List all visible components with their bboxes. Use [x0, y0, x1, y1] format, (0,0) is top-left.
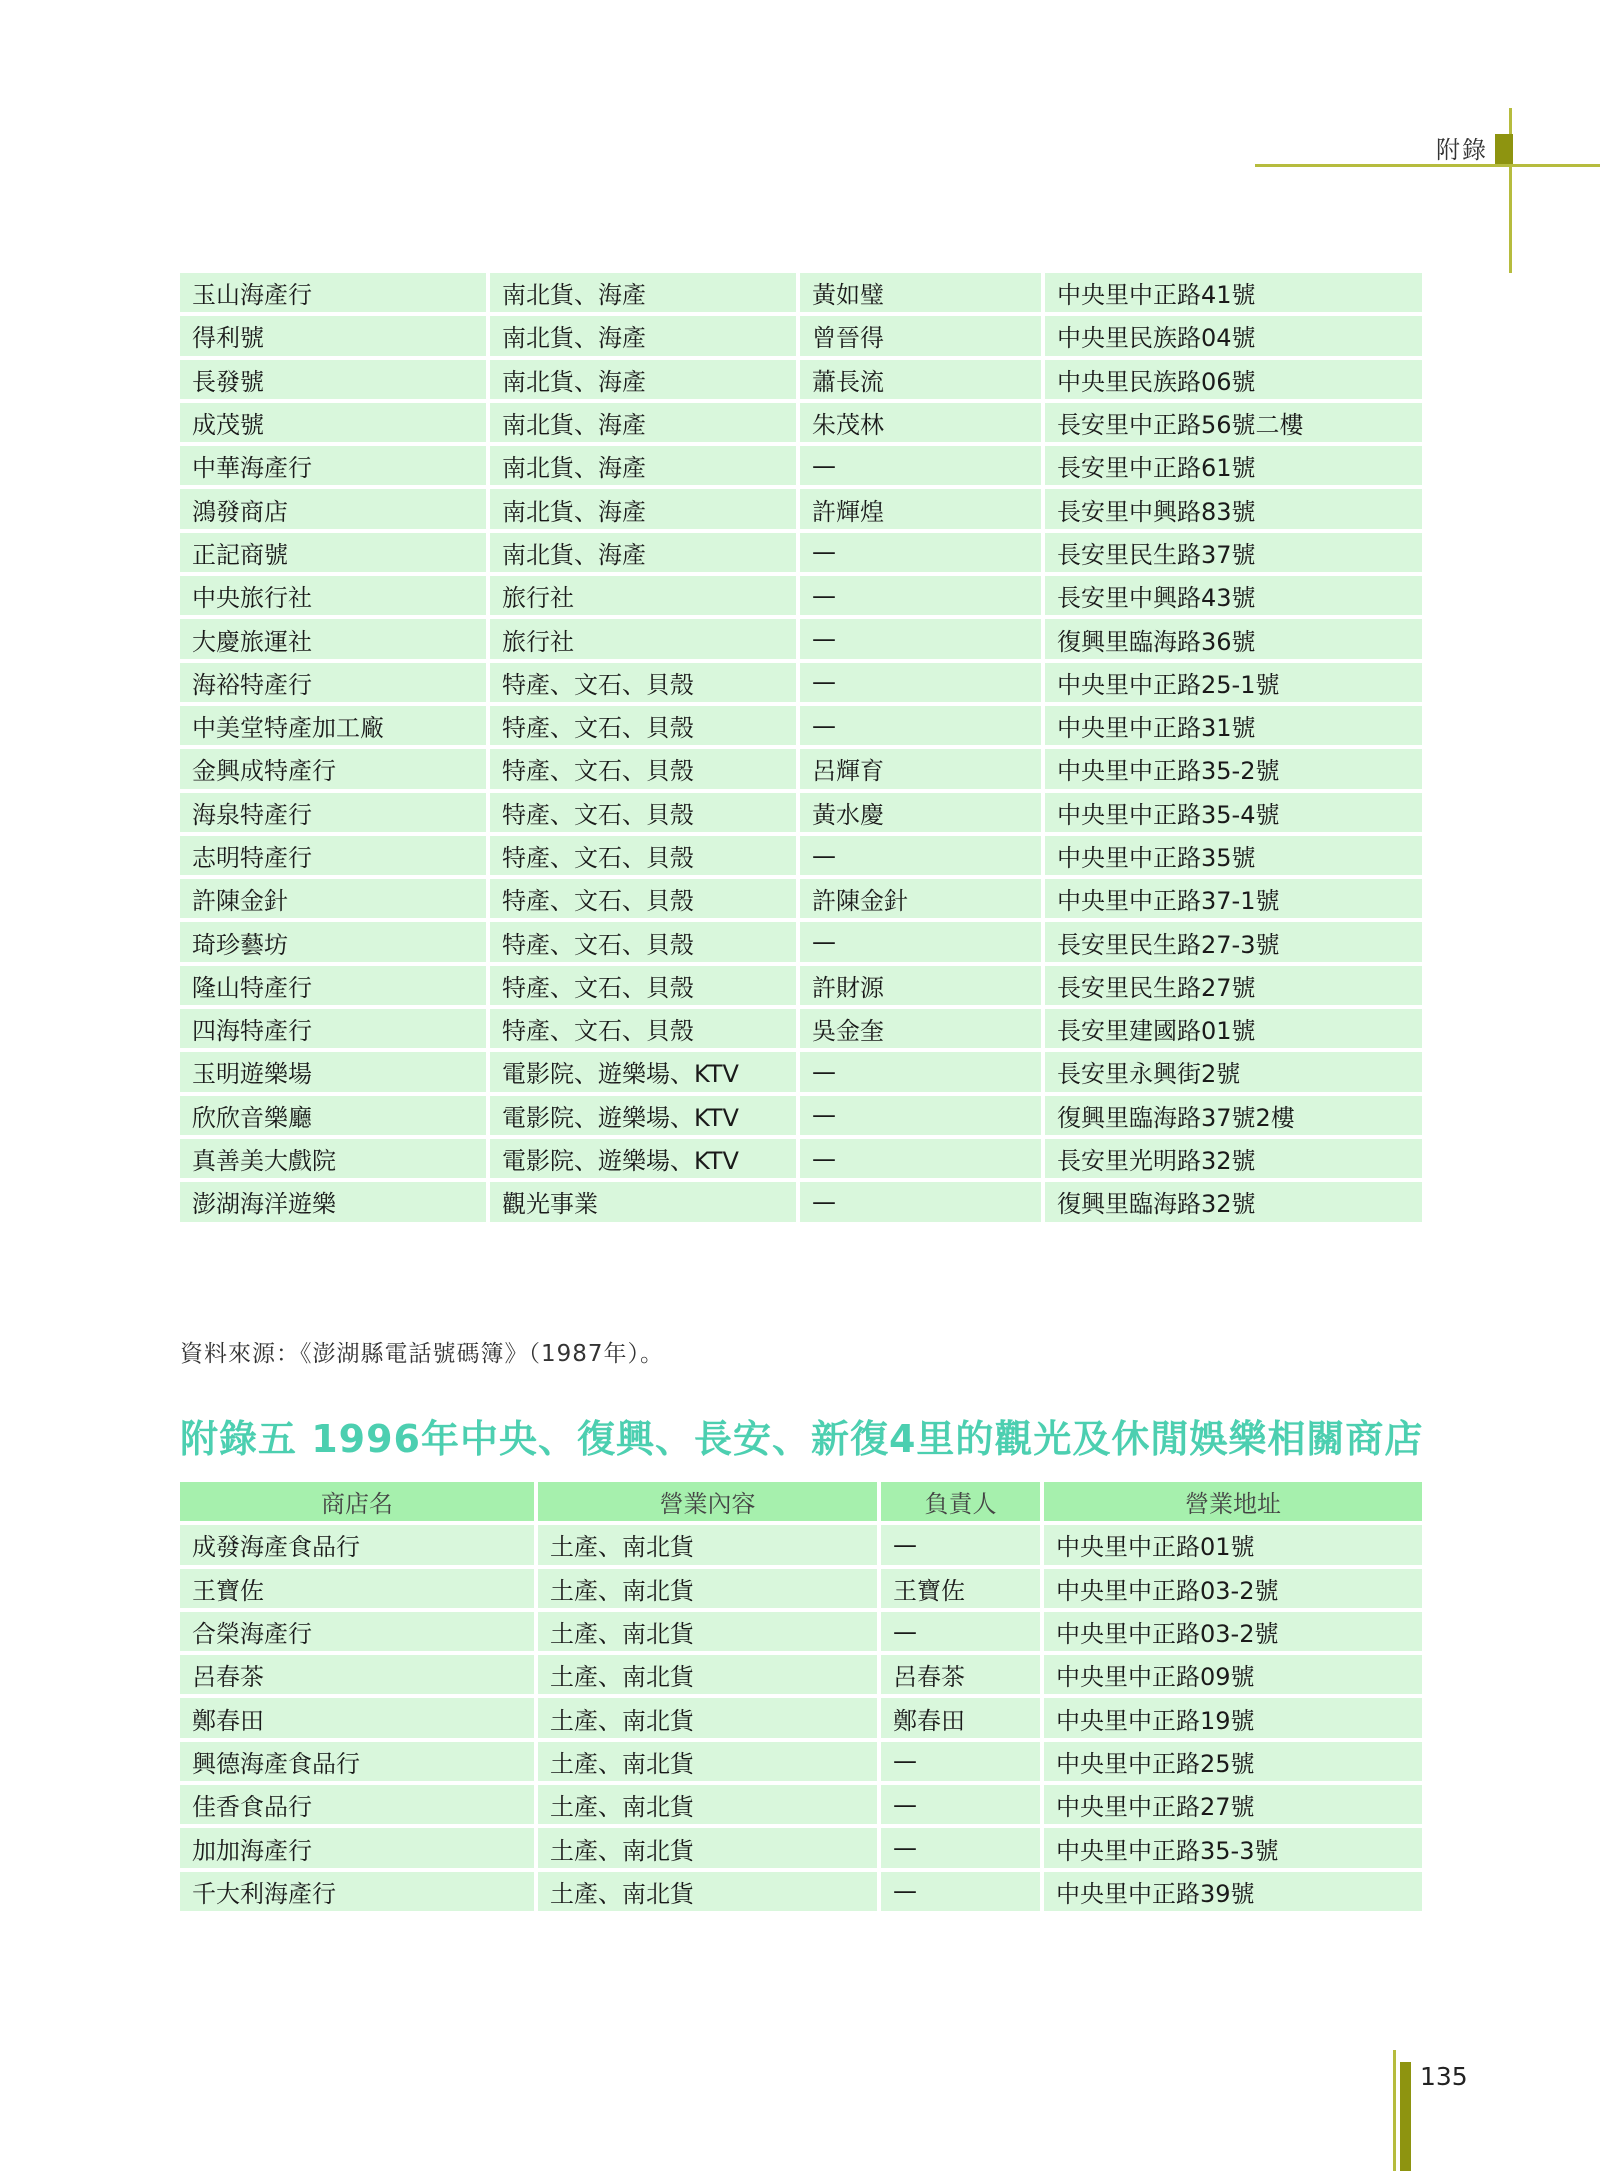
owner-cell: —	[881, 1742, 1044, 1785]
shop-name-cell: 佳香食品行	[180, 1785, 538, 1828]
owner-cell: 黃如璧	[800, 273, 1045, 316]
owner-cell: —	[800, 663, 1045, 706]
owner-cell: —	[800, 533, 1045, 576]
address-cell: 復興里臨海路37號2樓	[1045, 1096, 1422, 1139]
business-cell: 電影院、遊樂場、KTV	[490, 1096, 800, 1139]
owner-cell: —	[800, 706, 1045, 749]
business-cell: 南北貨、海產	[490, 360, 800, 403]
owner-cell: 鄭春田	[881, 1698, 1044, 1741]
business-cell: 旅行社	[490, 619, 800, 662]
header-marker	[1495, 134, 1513, 164]
address-cell: 中央里中正路03-2號	[1044, 1569, 1422, 1612]
owner-cell: —	[800, 1052, 1045, 1095]
owner-cell: —	[881, 1872, 1044, 1915]
table-row	[180, 966, 1422, 1009]
address-cell: 中央里中正路03-2號	[1044, 1612, 1422, 1655]
header-rule-vertical	[1509, 108, 1512, 273]
running-header: 附錄	[1436, 136, 1488, 164]
owner-cell: —	[800, 1182, 1045, 1225]
owner-cell: 呂春茶	[881, 1655, 1044, 1698]
business-cell: 南北貨、海產	[490, 273, 800, 316]
shop-name-cell: 正記商號	[180, 533, 490, 576]
business-cell: 觀光事業	[490, 1182, 800, 1225]
address-cell: 中央里中正路41號	[1045, 273, 1422, 316]
owner-cell: 王寶佐	[881, 1569, 1044, 1612]
business-cell: 土產、南北貨	[538, 1612, 881, 1655]
page-number: 135	[1420, 2062, 1468, 2091]
table-row	[180, 446, 1422, 489]
shop-name-cell: 中美堂特產加工廠	[180, 706, 490, 749]
address-cell: 中央里中正路37-1號	[1045, 879, 1422, 922]
table-row	[180, 836, 1422, 879]
shop-name-cell: 真善美大戲院	[180, 1139, 490, 1182]
table-row	[180, 1182, 1422, 1225]
business-cell: 特產、文石、貝殼	[490, 663, 800, 706]
footer-marker	[1400, 2062, 1411, 2171]
header-owner: 負責人	[881, 1482, 1044, 1525]
table-row	[180, 1655, 1422, 1698]
table-row	[180, 360, 1422, 403]
table-row	[180, 749, 1422, 792]
address-cell: 中央里中正路25-1號	[1045, 663, 1422, 706]
table-row	[180, 879, 1422, 922]
address-cell: 長安里建國路01號	[1045, 1009, 1422, 1052]
address-cell: 長安里民生路27號	[1045, 966, 1422, 1009]
business-cell: 特產、文石、貝殼	[490, 922, 800, 965]
business-cell: 特產、文石、貝殼	[490, 879, 800, 922]
address-cell: 長安里民生路37號	[1045, 533, 1422, 576]
business-cell: 特產、文石、貝殼	[490, 836, 800, 879]
table-row	[180, 576, 1422, 619]
shop-name-cell: 四海特產行	[180, 1009, 490, 1052]
business-cell: 南北貨、海產	[490, 446, 800, 489]
table-row	[180, 1742, 1422, 1785]
owner-cell: —	[800, 1139, 1045, 1182]
owner-cell: 黃水慶	[800, 793, 1045, 836]
owner-cell: —	[881, 1785, 1044, 1828]
shop-name-cell: 加加海產行	[180, 1828, 538, 1871]
shop-table-1996	[180, 1482, 1422, 1915]
owner-cell: 許輝煌	[800, 489, 1045, 532]
business-cell: 電影院、遊樂場、KTV	[490, 1139, 800, 1182]
owner-cell: —	[800, 576, 1045, 619]
business-cell: 土產、南北貨	[538, 1655, 881, 1698]
business-cell: 土產、南北貨	[538, 1742, 881, 1785]
header-address: 營業地址	[1044, 1482, 1422, 1525]
table-row	[180, 793, 1422, 836]
shop-name-cell: 玉明遊樂場	[180, 1052, 490, 1095]
table-row	[180, 922, 1422, 965]
shop-name-cell: 琦珍藝坊	[180, 922, 490, 965]
business-cell: 土產、南北貨	[538, 1828, 881, 1871]
shop-name-cell: 中華海產行	[180, 446, 490, 489]
table-row	[180, 619, 1422, 662]
address-cell: 中央里民族路06號	[1045, 360, 1422, 403]
shop-name-cell: 成發海產食品行	[180, 1525, 538, 1568]
address-cell: 中央里中正路35-4號	[1045, 793, 1422, 836]
owner-cell: —	[800, 922, 1045, 965]
address-cell: 中央里中正路27號	[1044, 1785, 1422, 1828]
business-cell: 南北貨、海產	[490, 533, 800, 576]
table-row	[180, 1785, 1422, 1828]
shop-name-cell: 中央旅行社	[180, 576, 490, 619]
table-row	[180, 1698, 1422, 1741]
shop-name-cell: 鴻發商店	[180, 489, 490, 532]
shop-name-cell: 玉山海產行	[180, 273, 490, 316]
footer-rule	[1393, 2050, 1396, 2171]
shop-name-cell: 鄭春田	[180, 1698, 538, 1741]
table-header-row	[180, 1482, 1422, 1525]
table-row	[180, 1872, 1422, 1915]
owner-cell: —	[800, 446, 1045, 489]
address-cell: 中央里中正路35號	[1045, 836, 1422, 879]
owner-cell: 許陳金針	[800, 879, 1045, 922]
address-cell: 長安里永興街2號	[1045, 1052, 1422, 1095]
address-cell: 中央里中正路09號	[1044, 1655, 1422, 1698]
shop-name-cell: 欣欣音樂廳	[180, 1096, 490, 1139]
address-cell: 復興里臨海路32號	[1045, 1182, 1422, 1225]
shop-name-cell: 海裕特產行	[180, 663, 490, 706]
table-row	[180, 663, 1422, 706]
address-cell: 長安里民生路27-3號	[1045, 922, 1422, 965]
header-rule-horizontal	[1255, 164, 1600, 167]
table-row	[180, 1525, 1422, 1568]
shop-name-cell: 長發號	[180, 360, 490, 403]
shop-name-cell: 得利號	[180, 316, 490, 359]
address-cell: 中央里中正路35-3號	[1044, 1828, 1422, 1871]
address-cell: 長安里中正路56號二樓	[1045, 403, 1422, 446]
table-row	[180, 1139, 1422, 1182]
shop-name-cell: 金興成特產行	[180, 749, 490, 792]
address-cell: 中央里中正路01號	[1044, 1525, 1422, 1568]
header-shop-name: 商店名	[180, 1482, 538, 1525]
table-row	[180, 1009, 1422, 1052]
address-cell: 中央里中正路31號	[1045, 706, 1422, 749]
owner-cell: —	[800, 619, 1045, 662]
shop-name-cell: 隆山特產行	[180, 966, 490, 1009]
table-row	[180, 706, 1422, 749]
shop-name-cell: 興德海產食品行	[180, 1742, 538, 1785]
shop-name-cell: 呂春茶	[180, 1655, 538, 1698]
business-cell: 特產、文石、貝殼	[490, 1009, 800, 1052]
table-row	[180, 1052, 1422, 1095]
business-cell: 南北貨、海產	[490, 316, 800, 359]
table-row	[180, 1569, 1422, 1612]
business-cell: 南北貨、海產	[490, 489, 800, 532]
header-business: 營業內容	[538, 1482, 881, 1525]
business-cell: 土產、南北貨	[538, 1698, 881, 1741]
shop-name-cell: 志明特產行	[180, 836, 490, 879]
address-cell: 長安里光明路32號	[1045, 1139, 1422, 1182]
table-row	[180, 316, 1422, 359]
owner-cell: 呂輝育	[800, 749, 1045, 792]
business-cell: 特產、文石、貝殼	[490, 966, 800, 1009]
owner-cell: 許財源	[800, 966, 1045, 1009]
owner-cell: 曾晉得	[800, 316, 1045, 359]
address-cell: 中央里中正路39號	[1044, 1872, 1422, 1915]
owner-cell: 朱茂林	[800, 403, 1045, 446]
address-cell: 長安里中正路61號	[1045, 446, 1422, 489]
owner-cell: —	[881, 1525, 1044, 1568]
shop-name-cell: 王寶佐	[180, 1569, 538, 1612]
table-row	[180, 489, 1422, 532]
business-cell: 土產、南北貨	[538, 1525, 881, 1568]
shop-name-cell: 成茂號	[180, 403, 490, 446]
table-row	[180, 533, 1422, 576]
shop-name-cell: 澎湖海洋遊樂	[180, 1182, 490, 1225]
table-row	[180, 273, 1422, 316]
owner-cell: —	[800, 836, 1045, 879]
business-cell: 特產、文石、貝殼	[490, 749, 800, 792]
table-row	[180, 403, 1422, 446]
table-row	[180, 1612, 1422, 1655]
shop-name-cell: 千大利海產行	[180, 1872, 538, 1915]
section-title: 附錄五 1996年中央、復興、長安、新復4里的觀光及休閒娛樂相關商店	[180, 1417, 1424, 1461]
owner-cell: 吳金奎	[800, 1009, 1045, 1052]
address-cell: 長安里中興路43號	[1045, 576, 1422, 619]
shop-name-cell: 大慶旅運社	[180, 619, 490, 662]
business-cell: 電影院、遊樂場、KTV	[490, 1052, 800, 1095]
shop-table-continued	[180, 273, 1422, 1226]
table-row	[180, 1096, 1422, 1139]
business-cell: 南北貨、海產	[490, 403, 800, 446]
address-cell: 中央里中正路35-2號	[1045, 749, 1422, 792]
address-cell: 長安里中興路83號	[1045, 489, 1422, 532]
business-cell: 旅行社	[490, 576, 800, 619]
shop-name-cell: 海泉特產行	[180, 793, 490, 836]
business-cell: 土產、南北貨	[538, 1569, 881, 1612]
business-cell: 土產、南北貨	[538, 1785, 881, 1828]
address-cell: 中央里中正路25號	[1044, 1742, 1422, 1785]
owner-cell: —	[881, 1828, 1044, 1871]
address-cell: 中央里民族路04號	[1045, 316, 1422, 359]
owner-cell: 蕭長流	[800, 360, 1045, 403]
business-cell: 特產、文石、貝殼	[490, 793, 800, 836]
owner-cell: —	[800, 1096, 1045, 1139]
source-note: 資料來源：《澎湖縣電話號碼簿》（1987年）。	[180, 1341, 665, 1367]
table-row	[180, 1828, 1422, 1871]
shop-name-cell: 許陳金針	[180, 879, 490, 922]
business-cell: 特產、文石、貝殼	[490, 706, 800, 749]
business-cell: 土產、南北貨	[538, 1872, 881, 1915]
address-cell: 中央里中正路19號	[1044, 1698, 1422, 1741]
address-cell: 復興里臨海路36號	[1045, 619, 1422, 662]
owner-cell: —	[881, 1612, 1044, 1655]
shop-name-cell: 合榮海產行	[180, 1612, 538, 1655]
